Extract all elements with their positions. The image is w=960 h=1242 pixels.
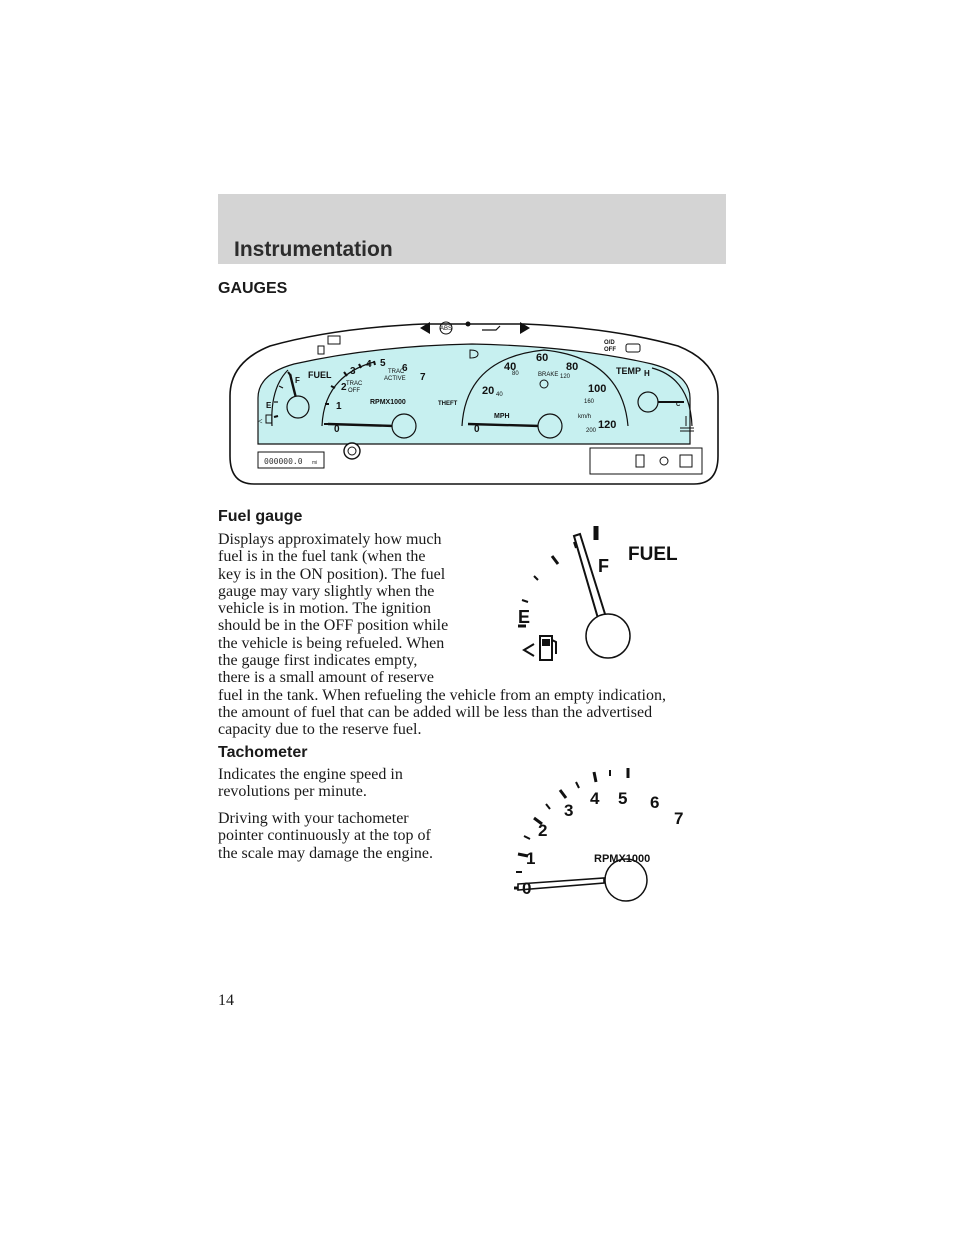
cluster-tach-2: 2 bbox=[341, 382, 347, 393]
tach-number-0: 0 bbox=[522, 879, 532, 898]
trac-off-line1: TRAC bbox=[346, 381, 363, 387]
tach-number-6: 6 bbox=[650, 793, 660, 812]
tachometer-heading: Tachometer bbox=[218, 744, 308, 761]
cluster-temp-label: TEMP bbox=[616, 366, 642, 376]
page-number: 14 bbox=[218, 992, 234, 1009]
cluster-kmh-200: 200 bbox=[586, 428, 597, 434]
cluster-tach-3: 3 bbox=[350, 366, 356, 377]
cluster-theft: THEFT bbox=[438, 401, 458, 407]
cluster-temp-hot: H bbox=[644, 369, 650, 378]
cluster-speed-100: 100 bbox=[588, 383, 607, 395]
cluster-speed-60: 60 bbox=[536, 352, 549, 364]
odometer-unit: mi bbox=[312, 460, 318, 466]
cluster-fuel-label: FUEL bbox=[308, 370, 332, 380]
header-band bbox=[218, 194, 726, 264]
od-off-line1: O/D bbox=[604, 340, 615, 346]
trac-active-line1: TRAC bbox=[388, 369, 405, 375]
cluster-tach-6: 6 bbox=[402, 363, 408, 374]
odometer-value: 000000.0 bbox=[264, 457, 303, 466]
trac-active-line2: ACTIVE bbox=[384, 376, 406, 382]
page-header-title: Instrumentation bbox=[234, 238, 393, 261]
cluster-tach-unit: RPMX1000 bbox=[370, 399, 406, 406]
cluster-tach-0: 0 bbox=[334, 424, 340, 435]
fuel-illustration-label: FUEL bbox=[628, 544, 678, 565]
cluster-brake: BRAKE bbox=[538, 372, 559, 378]
fuel-illustration-full: F bbox=[598, 556, 609, 576]
tach-number-2: 2 bbox=[538, 821, 548, 840]
abs-icon: ABS bbox=[440, 326, 453, 332]
tach-number-7: 7 bbox=[674, 809, 684, 828]
trac-off-line2: OFF bbox=[348, 388, 360, 394]
airbag-icon bbox=[466, 322, 471, 327]
cluster-tach-1: 1 bbox=[336, 401, 342, 412]
cluster-speed-0: 0 bbox=[474, 424, 480, 435]
cluster-kmh-80: 80 bbox=[512, 371, 519, 377]
tach-number-5: 5 bbox=[618, 789, 628, 808]
cluster-fuel-full: F bbox=[295, 376, 300, 385]
fuel-door-arrow-icon bbox=[524, 644, 534, 656]
trip-reset-knob bbox=[344, 443, 360, 459]
message-center-display bbox=[590, 448, 702, 474]
tachometer-paragraph-1: Indicates the engine speed in revolutions per minute. bbox=[218, 766, 403, 801]
cluster-fuel-empty: E bbox=[266, 401, 272, 410]
tach-number-4: 4 bbox=[590, 789, 600, 808]
section-title: GAUGES bbox=[218, 280, 288, 297]
cluster-kmh-160: 160 bbox=[584, 399, 595, 405]
tachometer-illustration bbox=[504, 764, 704, 914]
fuel-door-arrow-icon: < bbox=[258, 417, 263, 426]
cluster-temp-cold: C bbox=[676, 402, 681, 408]
tach-unit: RPMX1000 bbox=[594, 853, 651, 865]
od-off-line2: OFF bbox=[604, 347, 616, 353]
instrument-cluster-illustration bbox=[224, 306, 724, 488]
tach-number-1: 1 bbox=[526, 849, 536, 868]
cluster-speed-120: 120 bbox=[598, 419, 617, 431]
fuel-gauge-paragraph: Displays approximately how much fuel is in the fuel tank (when the key is in the ON position). The fuel gauge may vary slightly when the vehicle is in motion. The ignition should be in the OFF position while the vehicle is being refueled. When the gauge first indicates empty, there is a small amount of reserve fuel in the tank. When refueling the vehicle from an empty indication, the amount of fuel that can be added will be less than the advertised capacity due to the reserve fuel. bbox=[218, 531, 666, 739]
tach-number-3: 3 bbox=[564, 801, 574, 820]
cluster-speed-80: 80 bbox=[566, 361, 579, 373]
tach-pointer-hub bbox=[605, 859, 647, 901]
cluster-kmh-unit: km/h bbox=[578, 414, 592, 420]
fuel-pump-icon bbox=[540, 636, 556, 660]
fuel-illustration-empty: E bbox=[518, 607, 531, 627]
tachometer-paragraph-2: Driving with your tachometer pointer continuously at the top of the scale may damage the engine. bbox=[218, 810, 434, 862]
fuel-gauge-illustration bbox=[510, 526, 690, 666]
cluster-kmh-120: 120 bbox=[560, 374, 571, 380]
cluster-kmh-40: 40 bbox=[496, 392, 503, 398]
cluster-tach-7: 7 bbox=[420, 372, 426, 383]
cluster-tach-5: 5 bbox=[380, 358, 386, 369]
cluster-speed-40: 40 bbox=[504, 361, 517, 373]
cluster-speed-20: 20 bbox=[482, 385, 495, 397]
fuel-gauge-heading: Fuel gauge bbox=[218, 508, 303, 525]
cluster-speed-unit: MPH bbox=[494, 413, 510, 420]
fuel-pointer-hub bbox=[586, 614, 630, 658]
cluster-tach-4: 4 bbox=[366, 359, 372, 370]
